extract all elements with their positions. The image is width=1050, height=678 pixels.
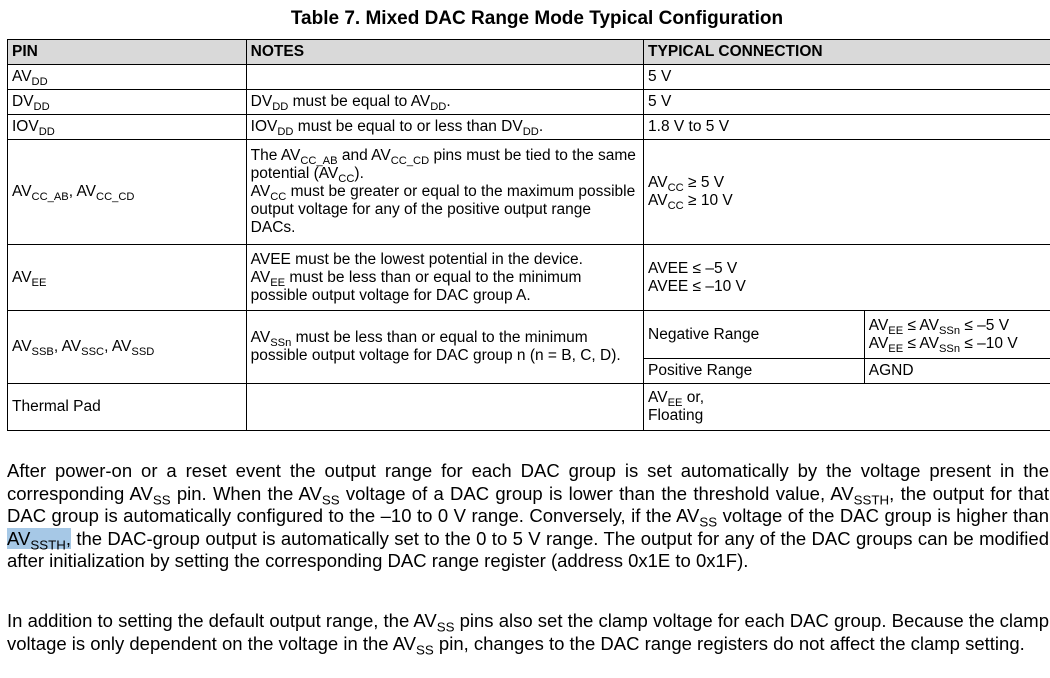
positive-range-value: AGND (864, 359, 1050, 384)
notes-cell: $DV_{DD}$ must be equal to $AV_{DD}$. (246, 90, 643, 115)
pin-cell: $IOV_{DD}$ (8, 115, 247, 140)
notes-cell (246, 384, 643, 431)
pin-cell: $DV_{DD}$ (8, 90, 247, 115)
header-typical-connection: TYPICAL CONNECTION (644, 40, 1050, 65)
table-title: Table 7. Mixed DAC Range Mode Typical Configuration (290, 8, 784, 29)
notes-cell (246, 245, 643, 311)
notes-cell (246, 65, 643, 90)
header-notes: NOTES (246, 40, 643, 65)
connection-line: $AV_{CC} \ge 5$ V (648, 174, 725, 194)
connection-line: AVEE ≤ –5 V (648, 259, 738, 277)
paragraph-output-range: After power-on or a reset event the output range for each DAC group is set automatically by the voltage present in the corresponding $AV_{SS}$ pin. When the $AV_{SS}$ voltage of a DAC group is lower than the threshold value, $AV_{SSTH}$, the output for that DAC group is automatically configured to the –10 to 0 V range. Conversely, if the $AV_{SS}$ voltage of the DAC group is higher than $AV_{SSTH}$, the DAC-group output is automatically set to the 0 to 5 V range. The output for any of the DAC groups can be modified after initialization by setting the corresponding DAC range register (address 0x1E to 0x1F). (7, 460, 1049, 571)
pin-cell: $AV_{CC\_AB}$, $AV_{CC\_CD}$ (8, 140, 247, 245)
table-row-iovdd (8, 115, 1050, 140)
connection-cell: 5 V (644, 90, 1050, 115)
selected-text-highlight[interactable]: $AV_{SSTH}$, (7, 527, 71, 553)
connection-line: $AV_{EE} \le AV_{SSn} \le -10$ V (868, 334, 1018, 355)
pin-cell: $AV_{SSB}$, $AV_{SSC}$, $AV_{SSD}$ (8, 311, 247, 384)
connection-line: $AV_{CC} \ge 10$ V (648, 192, 733, 212)
negative-range-value (864, 311, 1050, 359)
configuration-table (7, 39, 1050, 431)
connection-cell: 5 V (644, 65, 1050, 90)
table-header-row (8, 40, 1050, 65)
table-row-avcc (8, 140, 1050, 245)
connection-cell: 1.8 V to 5 V (644, 115, 1050, 140)
table-row-dvdd (8, 90, 1050, 115)
paragraph-clamp-voltage: In addition to setting the default output range, the $AV_{SS}$ pins also set the clamp voltage for each DAC group. Because the clamp voltage is only dependent on the voltage in the $AV_{SS}$ pin, changes to the DAC range registers do not affect the clamp setting. (7, 610, 1049, 658)
pin-cell: $AV_{DD}$ (8, 65, 247, 90)
connection-cell (644, 384, 1050, 431)
table-row-avee (8, 245, 1050, 311)
note-line: The $AV_{CC\_AB}$ and $AV_{CC\_CD}$ pins must be tied to the same potential $(AV_{CC})$. (250, 147, 636, 185)
note-line: AVEE must be the lowest potential in the device. (250, 250, 583, 268)
connection-cell (644, 140, 1050, 245)
notes-cell (246, 140, 643, 245)
notes-cell: $AV_{SSn}$ must be less than or equal to the minimum possible output voltage for DAC group n (n = B, C, D). (246, 311, 643, 384)
positive-range-label: Positive Range (644, 359, 865, 384)
pin-cell: Thermal Pad (8, 384, 247, 431)
notes-cell: $IOV_{DD}$ must be equal to or less than $DV_{DD}$. (246, 115, 643, 140)
connection-line: AVEE ≤ –10 V (648, 277, 746, 295)
pin-cell: $AV_{EE}$ (8, 245, 247, 311)
note-line: $AV_{EE}$ must be less than or equal to the minimum possible output voltage for DAC group A. (250, 268, 582, 304)
connection-line: $AV_{EE}$ or, (648, 389, 705, 409)
table-row-avdd (8, 65, 1050, 90)
header-pin: PIN (8, 40, 247, 65)
negative-range-label: Negative Range (644, 311, 865, 359)
connection-line: $AV_{EE} \le AV_{SSn} \le -5$ V (868, 316, 1010, 337)
table-row-thermal-pad (8, 384, 1050, 431)
connection-line: Floating (648, 407, 704, 424)
note-line: $AV_{CC}$ must be greater or equal to the maximum possible output voltage for any of the positive output range DACs. (250, 183, 636, 236)
table-row-avss (8, 311, 1050, 359)
connection-cell (644, 245, 1050, 311)
